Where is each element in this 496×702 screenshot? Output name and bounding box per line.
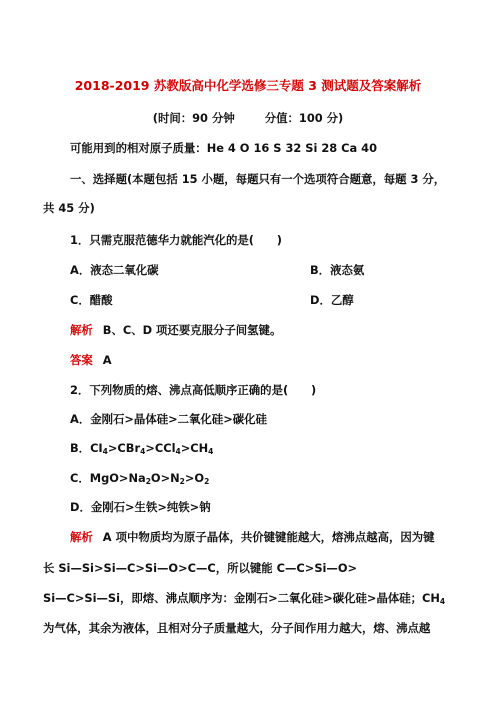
q1-answer-text: A bbox=[102, 353, 112, 367]
document-title: 2018-2019 苏教版高中化学选修三专题 3 测试题及答案解析 bbox=[74, 78, 422, 93]
analysis-label: 解析 bbox=[70, 323, 93, 337]
exam-score: 分值：100 分) bbox=[264, 111, 344, 125]
exam-meta bbox=[0, 111, 496, 125]
q2-option-a: A．金刚石>晶体硅>二氧化硅>碳化硅 bbox=[70, 412, 267, 426]
answer-label: 答案 bbox=[70, 353, 93, 367]
q1-answer bbox=[70, 353, 112, 367]
section-heading-line2: 共 45 分) bbox=[43, 201, 95, 215]
q1-option-d: D．乙醇 bbox=[310, 293, 354, 307]
atomic-masses: 可能用到的相对原子质量：He 4 O 16 S 32 Si 28 Ca 40 bbox=[70, 141, 378, 155]
q1-option-c: C．醋酸 bbox=[70, 293, 113, 307]
q2-stem: 2．下列物质的熔、沸点高低顺序正确的是( ) bbox=[70, 383, 317, 397]
q1-analysis-text: B、C、D 项还要克服分子间氢键。 bbox=[102, 323, 282, 337]
q1-options-row1 bbox=[70, 263, 470, 277]
q2-option-d: D．金刚石>生铁>纯铁>钠 bbox=[70, 500, 211, 514]
q1-analysis bbox=[70, 323, 281, 337]
q2-option-b: B．$CI_4>CBr_4>CCl_4>CH_4$ bbox=[70, 441, 214, 456]
q1-option-a: A．液态二氧化碳 bbox=[70, 263, 159, 277]
q2-analysis-line4: 为气体，其余为液体，且相对分子质量越大，分子间作用力越大，熔、沸点越 bbox=[43, 621, 431, 635]
q2-option-c: C．$MgO>Na_2O>N_2>O_2$ bbox=[70, 471, 210, 486]
q1-option-b: B．液态氨 bbox=[310, 263, 365, 277]
q1-stem: 1．只需克服范德华力就能汽化的是( ) bbox=[70, 233, 282, 247]
q2-analysis-line3: Si—C>Si—Si，即熔、沸点顺序为：金刚石>二氧化硅>碳化硅>晶体硅；$CH_4$ bbox=[43, 591, 446, 606]
q2-analysis-line1: 解析 A 项中物质均为原子晶体，共价键键能越大，熔沸点越高，因为键 bbox=[70, 530, 435, 544]
exam-time: (时间：90 分钟 bbox=[152, 111, 235, 125]
section-heading-line1: 一、选择题(本题包括 15 小题，每题只有一个选项符合题意，每题 3 分， bbox=[70, 172, 446, 186]
analysis-label: 解析 bbox=[70, 530, 93, 544]
q2-analysis-line2: 长 Si—Si>Si—C>Si—O>C—C，所以键能 C—C>Si—O> bbox=[43, 561, 358, 575]
q1-options-row2 bbox=[70, 293, 470, 307]
